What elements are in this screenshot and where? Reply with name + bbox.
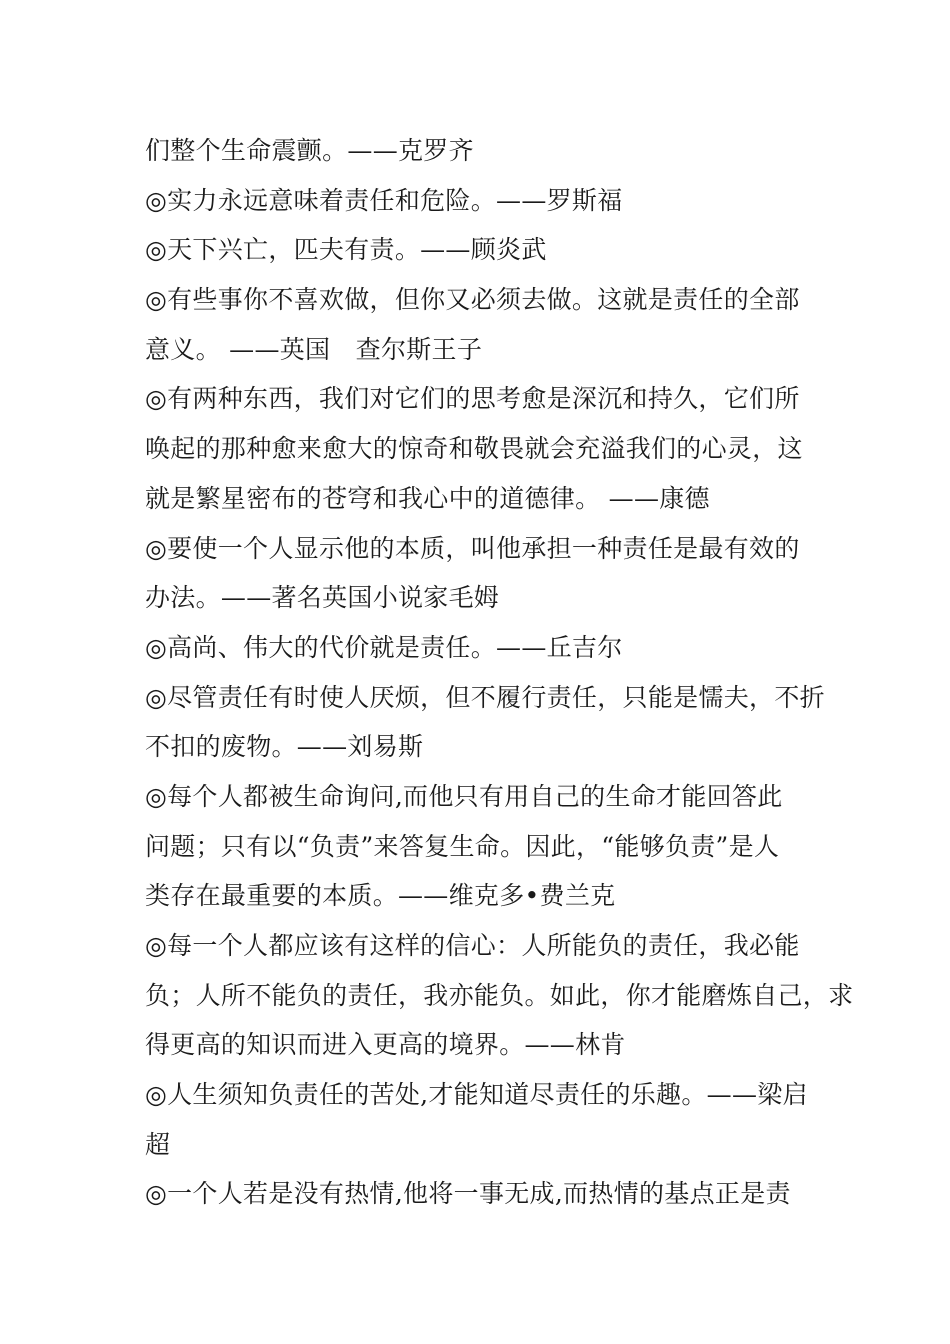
text-line: ◎高尚、伟大的代价就是责任。——丘吉尔: [145, 632, 623, 662]
text-line: 不扣的废物。——刘易斯: [145, 732, 424, 762]
text-line: ◎每一个人都应该有这样的信心：人所能负的责任，我必能: [145, 931, 800, 960]
text-line: 类存在最重要的本质。——维克多•费兰克: [145, 881, 616, 911]
quote-text-block: [145, 126, 854, 1219]
text-line: ◎人生须知负责任的苦处,才能知道尽责任的乐趣。——梁启: [145, 1080, 808, 1110]
text-line: ◎要使一个人显示他的本质，叫他承担一种责任是最有效的: [145, 533, 800, 563]
text-line: 得更高的知识而进入更高的境界。——林肯: [145, 1030, 626, 1060]
text-line: 负；人所不能负的责任，我亦能负。如此，你才能磨炼自己，求: [145, 980, 854, 1010]
text-line: 意义。 ——英国 查尔斯王子: [145, 334, 483, 364]
text-line: 问题；只有以“负责”来答复生命。因此，“能够负责”是人: [145, 831, 780, 861]
text-line: 就是繁星密布的苍穹和我心中的道德律。 ——康德: [145, 483, 710, 513]
text-line: ◎天下兴亡，匹夫有责。——顾炎武: [145, 235, 547, 265]
text-line: ◎实力永远意味着责任和危险。——罗斯福: [145, 185, 623, 215]
text-line: ◎有两种东西，我们对它们的思考愈是深沉和持久，它们所: [145, 384, 800, 414]
text-line: ◎尽管责任有时使人厌烦，但不履行责任，只能是懦夫，不折: [145, 682, 825, 712]
text-line: 唤起的那种愈来愈大的惊奇和敬畏就会充溢我们的心灵，这: [145, 434, 803, 464]
text-line: 们整个生命震颤。——克罗齐: [145, 136, 474, 165]
text-line: ◎每个人都被生命询问,而他只有用自己的生命才能回答此: [145, 781, 783, 811]
text-line: 办法。——著名英国小说家毛姆: [145, 583, 500, 613]
text-line: ◎一个人若是没有热情,他将一事无成,而热情的基点正是责: [145, 1179, 791, 1209]
text-line: ◎有些事你不喜欢做，但你又必须去做。这就是责任的全部: [145, 285, 800, 315]
text-line: 超: [145, 1129, 171, 1159]
